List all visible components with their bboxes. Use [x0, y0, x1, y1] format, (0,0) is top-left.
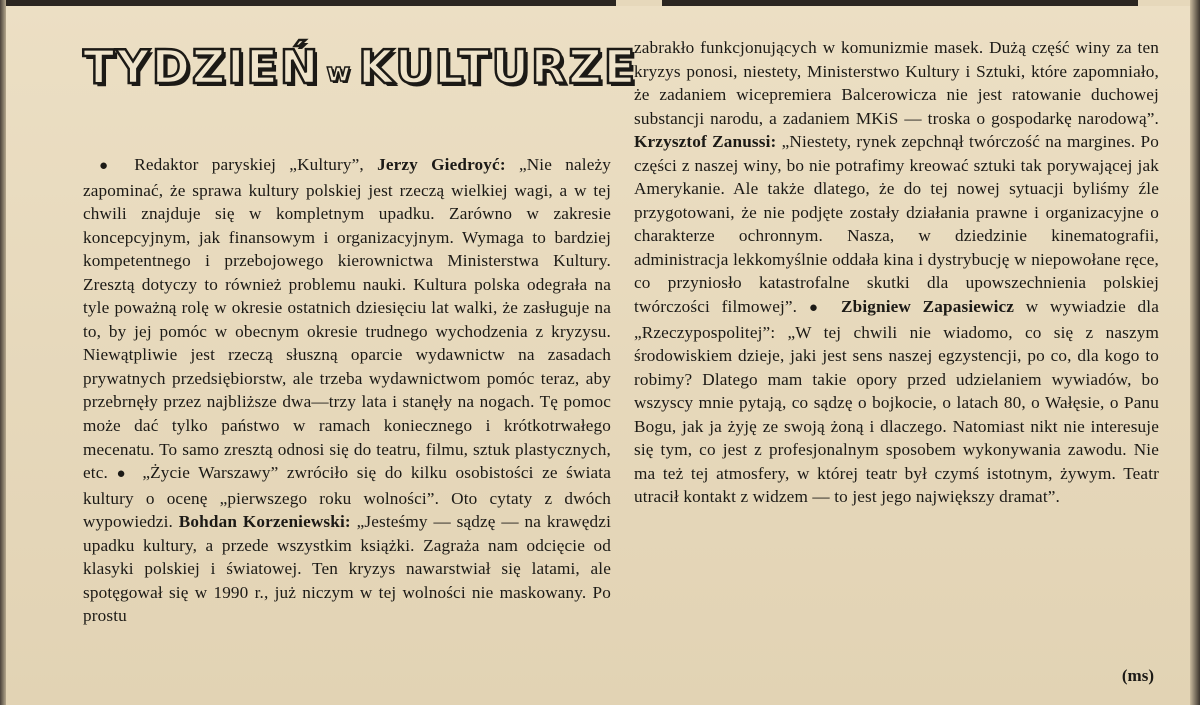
title-part2: KULTURZE	[358, 40, 638, 94]
paragraph-continuation: zabrakło funkcjonujących w komunizmie masek. Dużą część winy za ten kryzys ponosi, niestety, Ministerstwo Kultury i Sztuki, które zapomniało, że zadaniem wicepremiera Balcerowicza nie jest ratowanie duchowej substancji narodu, a zadaniem MKiS — troska o gospodarkę narodową”. Krzysztof Zanussi: „Niestety, rynek zepchnął twórczość na margines. Po części z naszej winy, bo nie potrafimy kreować sztuki tak porywającej jak Amerykanie. Ale także dlatego, że do tej nowej sytuacji byliśmy źle przygotowani, że nie podjęte zostały działania prawne i organizacyjne o charakterze ochronnym. Nasza, w dziedzinie kinematografii, administracja lekkomyślnie oddała kina i dystrybucję w niepowołane ręce, co przyniosło katastrofalne skutki dla upowszechnienia polskiej twórczości filmowej”. ● Zbigniew Zapasiewicz w wywiadzie dla „Rzeczypospolitej”: „W tej chwili nie wiadomo, co się z naszym środowiskiem dzieje, jaki jest sens naszej egzystencji, po co, dla kogo to robimy? Dlatego mam takie opory przed udzielaniem wywiadów, bo wszyscy mnie pytają, co sądzę o bojkocie, o latach 80, o Wałęsie, o Panu Bogu, jak ja żyję ze swoją żoną i dlaczego. Natomiast nikt nie interesuje się tym, co jest z profesjonalnym sposobem wykonywania zawodu. Nie ma też tej atmosfery, w której teatr był czymś istotnym, żywym. Teatr utracił kontakt z widzem — to jest jego największy dramat”.	[634, 38, 1160, 507]
article-title	[83, 38, 638, 94]
author-name: Krzysztof Zanussi:	[634, 132, 777, 152]
bullet-icon: ●	[99, 158, 118, 174]
left-column	[83, 153, 611, 628]
paragraph-giedroyc: ● Redaktor paryskiej „Kultury”, Jerzy Giedroyć: „Nie należy zapominać, że sprawa kultury polskiej jest rzeczą wielkiej wagi, a w tej chwili znajduje się w kompletnym upadku. Zarówno w zakresie koncepcyjnym, jak finansowym i organizacyjnym. Wymaga to bardziej kompetentnego i przebojowego kierownictwa Ministerstwa Kultury. Zresztą dotyczy to również problemu nauki. Kultura polska odegrała na tyle poważną rolę w okresie ostatnich dziesięciu lat walki, że zasługuje na to, by jej pomóc w obecnym okresie trudnego wychodzenia z kryzysu. Niewątpliwie jest rzeczą słuszną oparcie wydawnictw na zasadach prywatnych przedsiębiorstw, ale trzeba wydawnictwom pomóc teraz, aby przebrnęły przez najbliższe dwa—trzy lata i stanęły na nogach. Tę pomoc może dać tylko państwo w ramach koniecznego i krótkotrwałego mecenatu. To samo zresztą odnosi się do teatru, filmu, sztuk plastycznych, etc. ● „Życie Warszawy” zwróciło się do kilku osobistości ze świata kultury o ocenę „pierwszego roku wolności”. Oto cytaty z dwóch wypowiedzi. Bohdan Korzeniewski: „Jesteśmy — sądzę — na krawędzi upadku kultury, a przede wszystkim książki. Zagraża nam odcięcie od klasyki polskiej i światowej. Ten kryzys nawarstwiał się latami, ale spotęgował się w 1990 r., już niczym w tej wolności nie maskowany. Po prostu	[83, 155, 612, 626]
left-edge-shadow	[0, 0, 6, 705]
top-border	[0, 0, 1200, 6]
author-name: Zbigniew Zapasiewicz	[841, 297, 1015, 317]
bullet-icon: ●	[116, 466, 130, 483]
author-name: Jerzy Giedroyć:	[377, 155, 506, 174]
right-edge-shadow	[1190, 0, 1200, 705]
bullet-icon: ●	[808, 300, 826, 317]
title-connector: w	[326, 58, 353, 88]
right-column	[634, 36, 1159, 509]
author-name: Bohdan Korzeniewski:	[178, 512, 351, 532]
author-signature: (ms)	[1121, 666, 1154, 685]
title-part1: TYDZIEŃ	[83, 40, 321, 94]
